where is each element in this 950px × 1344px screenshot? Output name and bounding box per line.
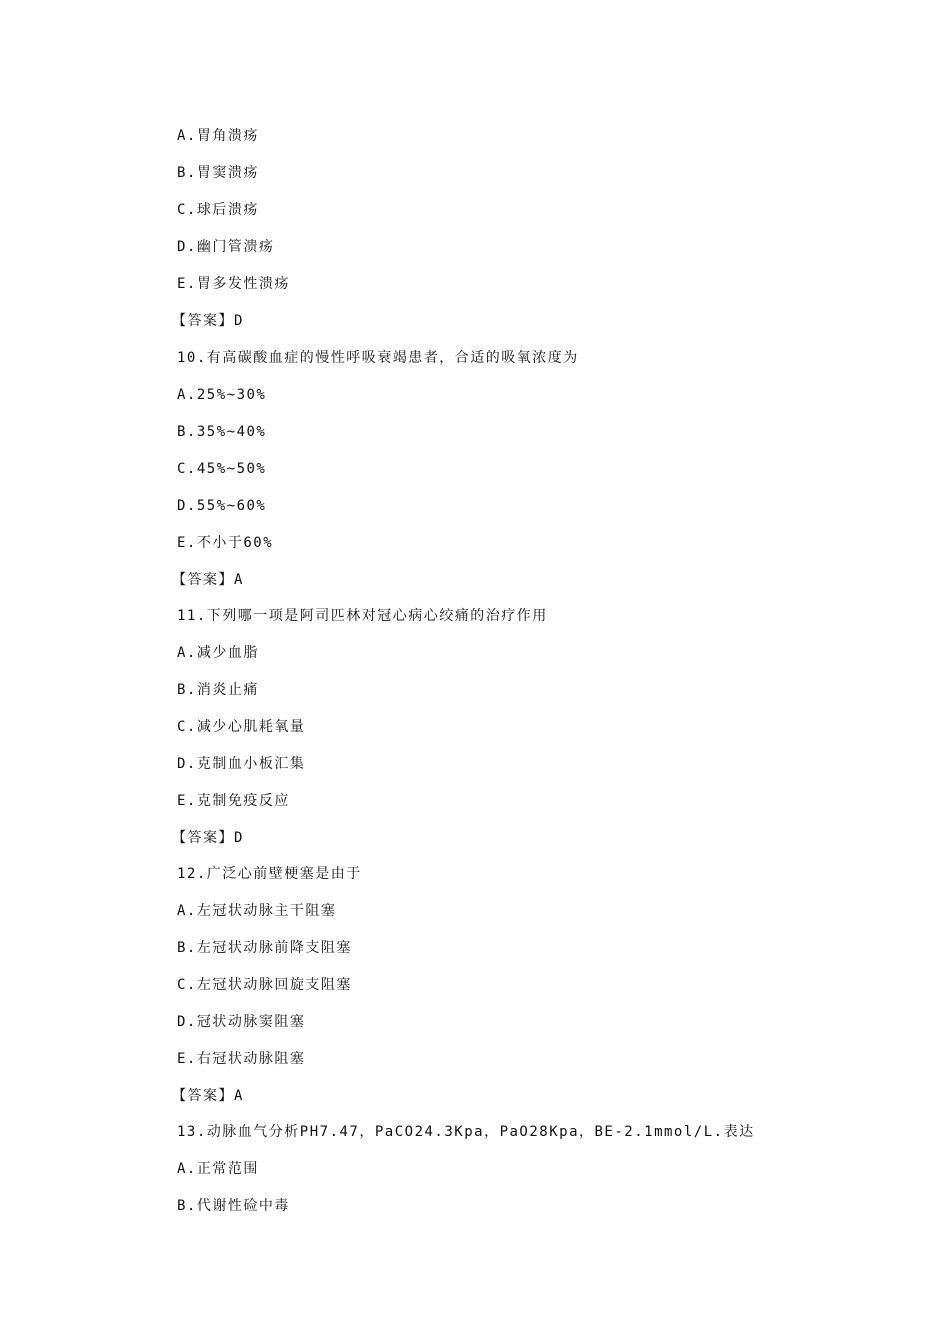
option-12b: B.左冠状动脉前降支阻塞 xyxy=(177,940,352,956)
option-9c: C.球后溃疡 xyxy=(177,202,259,218)
option-11c: C.减少心肌耗氧量 xyxy=(177,719,306,735)
option-11d: D.克制血小板汇集 xyxy=(177,756,306,772)
answer-12: 【答案】A xyxy=(172,1088,244,1104)
option-13b: B.代谢性硷中毒 xyxy=(177,1198,290,1214)
option-10c: C.45%~50% xyxy=(177,461,267,477)
question-11: 11.下列哪一项是阿司匹林对冠心病心绞痛的治疗作用 xyxy=(177,608,548,624)
question-13: 13.动脉血气分析PH7.47，PaCO24.3Kpa，PaO28Kpa，BE-2.1mmol/L.表达 xyxy=(177,1124,755,1140)
option-10a: A.25%~30% xyxy=(177,387,267,403)
option-9b: B.胃窦溃疡 xyxy=(177,165,259,181)
option-9d: D.幽门管溃疡 xyxy=(177,239,275,255)
answer-11: 【答案】D xyxy=(172,830,244,846)
option-12c: C.左冠状动脉回旋支阻塞 xyxy=(177,977,352,993)
question-12: 12.广泛心前壁梗塞是由于 xyxy=(177,866,362,882)
option-9e: E.胃多发性溃疡 xyxy=(177,276,290,292)
option-12d: D.冠状动脉窦阻塞 xyxy=(177,1014,306,1030)
option-9a: A.胃角溃疡 xyxy=(177,128,259,144)
answer-10: 【答案】A xyxy=(172,572,244,588)
option-12a: A.左冠状动脉主干阻塞 xyxy=(177,903,337,919)
option-10d: D.55%~60% xyxy=(177,498,267,514)
question-10: 10.有高碳酸血症的慢性呼吸衰竭患者，合适的吸氧浓度为 xyxy=(177,350,579,366)
option-12e: E.右冠状动脉阻塞 xyxy=(177,1051,306,1067)
option-11b: B.消炎止痛 xyxy=(177,682,259,698)
option-13a: A.正常范围 xyxy=(177,1161,259,1177)
answer-9: 【答案】D xyxy=(172,313,244,329)
option-10e: E.不小于60% xyxy=(177,535,274,551)
option-11e: E.克制免疫反应 xyxy=(177,793,290,809)
option-11a: A.减少血脂 xyxy=(177,645,259,661)
option-10b: B.35%~40% xyxy=(177,424,267,440)
